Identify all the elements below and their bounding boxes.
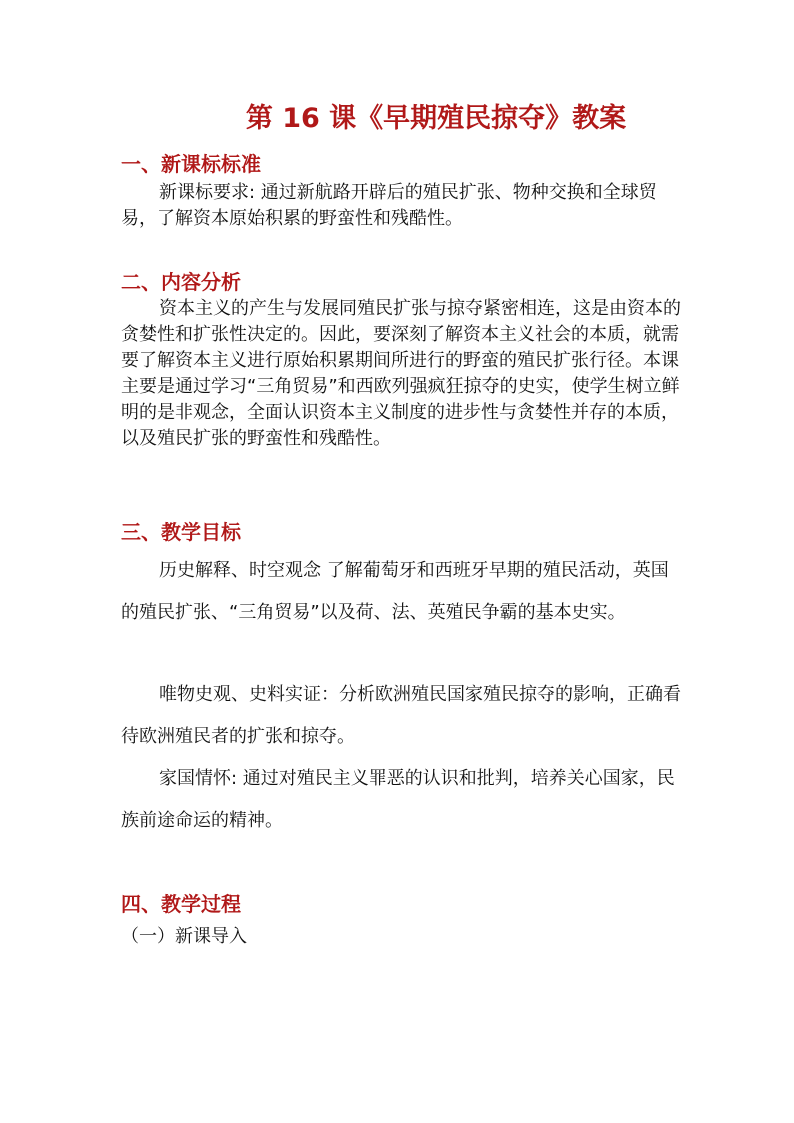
subheading-new-lesson-intro: （一）新课导入 xyxy=(121,926,247,947)
standards-paragraph: 新课标要求: 通过新航路开辟后的殖民扩张、物种交换和全球贸易，了解资本原始积累的野蛮性和残酷性。 xyxy=(121,182,657,229)
document-title: 第 16 课《早期殖民掠夺》教案 xyxy=(245,103,627,134)
objective-paragraph-2: 唯物史观、史料实证：分析欧洲殖民国家殖民掠夺的影响，正确看待欧洲殖民者的扩张和掠夺。 xyxy=(121,684,681,747)
section-heading-content-analysis: 二、内容分析 xyxy=(121,270,241,294)
section-heading-objectives: 三、教学目标 xyxy=(121,520,241,544)
section-heading-standards: 一、新课标标准 xyxy=(121,152,261,176)
objective-paragraph-3: 家国情怀: 通过对殖民主义罪恶的认识和批判，培养关心国家，民族前途命运的精神。 xyxy=(121,768,675,831)
objective-paragraph-1: 历史解释、时空观念 了解葡萄牙和西班牙早期的殖民活动，英国的殖民扩张、“三角贸易”以及荷、法、英殖民争霸的基本史实。 xyxy=(121,560,669,623)
content-analysis-paragraph: 资本主义的产生与发展同殖民扩张与掠夺紧密相连，这是由资本的贪婪性和扩张性决定的。因此，要深刻了解资本主义社会的本质，就需要了解资本主义进行原始积累期间所进行的野蛮的殖民扩张行径。本课主要是通过学习“三角贸易”和西欧列强疯狂掠夺的史实，使学生树立鲜明的是非观念，全面认识资本主义制度的进步性与贪婪性并存的本质，以及殖民扩张的野蛮性和残酷性。 xyxy=(121,298,681,449)
section-heading-teaching-process: 四、教学过程 xyxy=(121,892,241,916)
